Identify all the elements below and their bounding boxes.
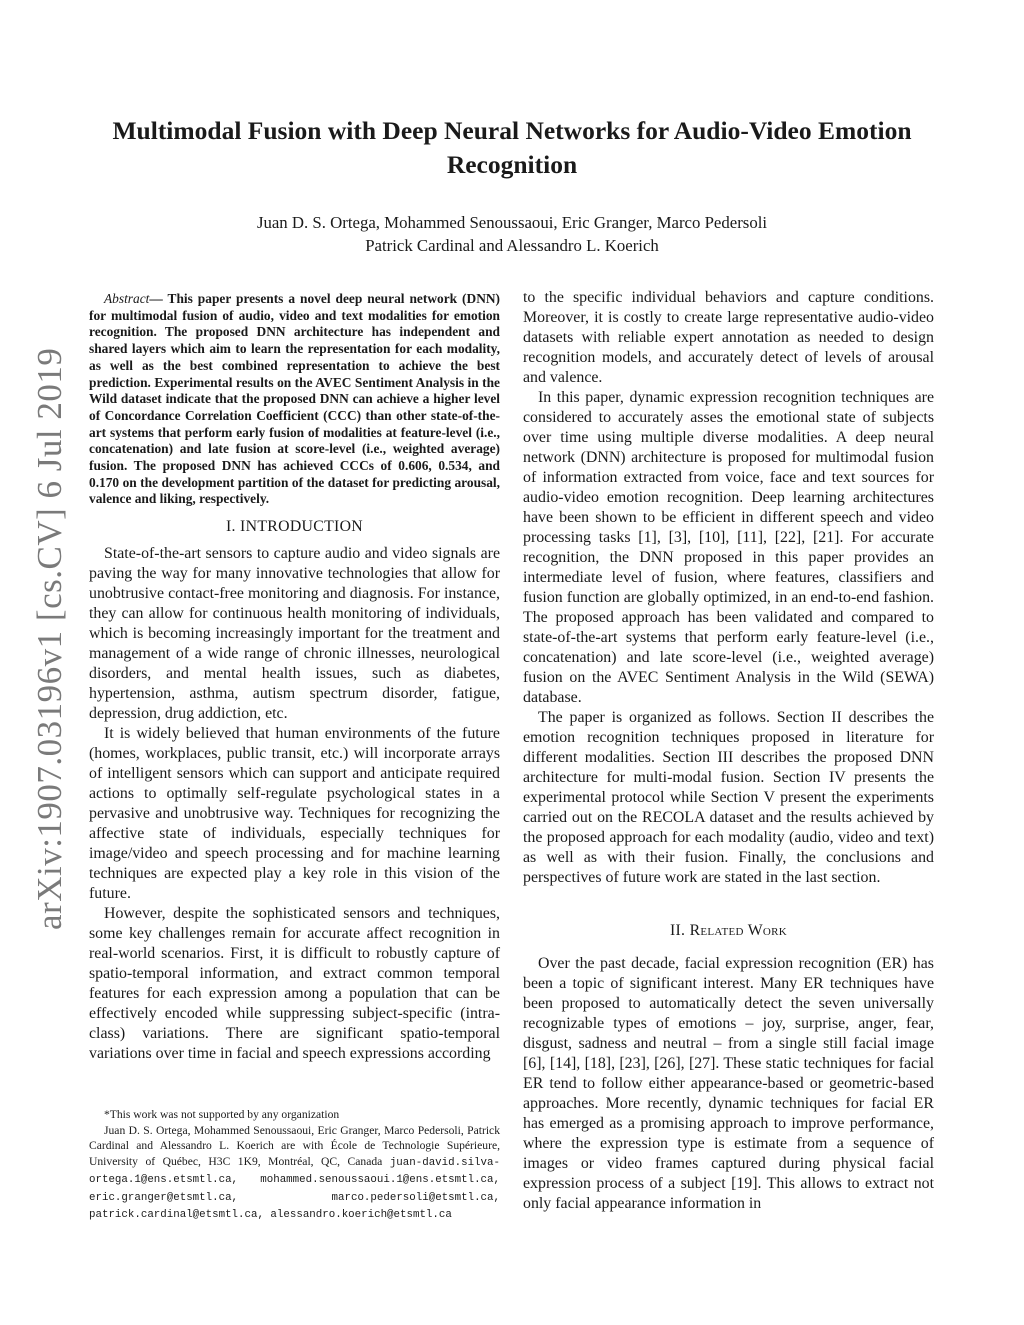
author-line-2: Patrick Cardinal and Alessandro L. Koerich	[365, 236, 659, 255]
section-title: Related Work	[689, 922, 788, 939]
footnotes	[89, 1107, 500, 1224]
left-column	[89, 291, 500, 1064]
affiliation-text: Juan D. S. Ortega, Mohammed Senoussaoui, Eric Granger, Marco Pedersoli, Patrick Cardinal and Alessandro L. Koerich are with École de Technologie Supérieure, University of Québec, H3C 1K9, Montréal, QC, Canada	[89, 1123, 500, 1168]
related-work-paragraph-1: Over the past decade, facial expression recognition (ER) has been a topic of significant interest. Many ER techniques have been proposed to automatically detect the seven universally recognizable types of emotions – joy, surprise, anger, fear, disgust, sadness and neutral – from a single still facial image [6], [14], [18], [23], [26], [27]. These static techniques for facial ER tend to follow either appearance-based or geometric-based approaches. More recently, dynamic techniques for facial ER has emerged as a promising approach to improve performance, where the expression type is estimate from a sequence of images or video frames captured during physical facial expression process of a subject [19]. This allows to extract not only facial appearance information in	[523, 955, 934, 1212]
intro-paragraph-1: State-of-the-art sensors to capture audio and video signals are paving the way for many innovative technologies that allow for unobtrusive contact-free monitoring and diagnosis. For instance, they can allow for continuous health monitoring of individuals, which is becoming increasingly important for the treatment and management of a wide range of chronic illnesses, neurological disorders, and mental health issues, such as diabetes, hypertension, asthma, autism spectrum disorder, fatigue, depression, drug addiction, etc.	[89, 545, 500, 723]
paper-title: Multimodal Fusion with Deep Neural Networks for Audio-Video Emotion Recognition	[112, 116, 912, 179]
author-emails: juan-david.silva-ortega.1@ens.etsmtl.ca, mohammed.senoussaoui.1@ens.etsmtl.ca, eric.granger@etsmtl.ca, marco.pedersoli@etsmtl.ca, patrick.cardinal@etsmtl.ca, alessandro.koerich@etsmtl.ca	[89, 1156, 500, 1221]
arxiv-identifier: arXiv:1907.03196v1 [cs.CV] 6 Jul 2019	[30, 347, 69, 930]
author-line-1: Juan D. S. Ortega, Mohammed Senoussaoui, Eric Granger, Marco Pedersoli	[256, 213, 768, 232]
footnote-affiliation	[89, 1123, 500, 1224]
intro-paragraph-3-continued: to the specific individual behaviors and capture conditions. Moreover, it is costly to create large representative audio-video datasets with reliable expert annotation as needed to design recognition models, and accurately detect of levels of arousal and valence.	[523, 289, 934, 386]
section-number: II.	[669, 922, 686, 939]
intro-paragraph-4: In this paper, dynamic expression recognition techniques are considered to accurately asses the emotional state of subjects over time using multiple diverse modalities. A deep neural network (DNN) architecture is proposed for multimodal fusion of information extracted from voice, face and text sources for audio-video emotion recognition. Deep learning architectures have been shown to be efficient in different speech and video processing tasks [1], [3], [10], [11], [22], [21]. For accurate recognition, the DNN proposed in this paper provides an intermediate level of fusion, where features, classifiers and fusion function are globally optimized, in an end-to-end fashion. The proposed approach has been validated and compared to state-of-the-art systems that perform early feature-level (i.e., concatenation) and late score-level (i.e., weighted average) fusion on the AVEC Sentiment Analysis in the Wild (SEWA) database.	[523, 389, 934, 706]
intro-paragraph-3: However, despite the sophisticated sensors and techniques, some key challenges remain for accurate affect recognition in real-world scenarios. First, it is difficult to robustly capture of spatio-temporal information, and extract common temporal features for each expression among a population that can be effectively encoded while suppressing subject-specific (intra-class) variations. There are significant spatio-temporal variations over time in facial and speech expressions according	[89, 905, 500, 1063]
abstract	[89, 291, 500, 508]
author-list	[100, 211, 924, 257]
abstract-label: Abstract	[104, 291, 150, 306]
abstract-text: — This paper presents a novel deep neural network (DNN) for multimodal fusion of audio, video and text modalities for emotion recognition. The proposed DNN architecture has independent and shared layers which aim to learn the representation for each modality, as well as the best combined representation to achieve the best prediction. Experimental results on the AVEC Sentiment Analysis in the Wild dataset indicate that the proposed DNN can achieve a higher level of Concordance Correlation Coefficient (CCC) than other state-of-the-art systems that perform early fusion of modalities at feature-level (i.e., concatenation) and late fusion at score-level (i.e., weighted average) fusion. The proposed DNN has achieved CCCs of 0.606, 0.534, and 0.170 on the development partition of the dataset for predicting arousal, valence and liking, respectively.	[89, 291, 500, 507]
section-heading-introduction: I. INTRODUCTION	[226, 518, 363, 536]
right-column	[523, 288, 934, 1214]
section-heading-related-work	[523, 922, 934, 940]
intro-paragraph-2: It is widely believed that human environments of the future (homes, workplaces, public transit, etc.) will incorporate arrays of intelligent sensors which can support and anticipate required actions to optimally self-regulate psychological states in a pervasive and unobtrusive way. Techniques for recognizing the affective state of individuals, especially techniques for image/video and speech processing and for machine learning techniques are expected play a key role in this vision of the future.	[89, 725, 500, 903]
footnote-funding: *This work was not supported by any organization	[104, 1108, 340, 1121]
intro-paragraph-5: The paper is organized as follows. Section II describes the emotion recognition techniques proposed in literature for different modalities. Section III describes the proposed DNN architecture for multi-modal fusion. Section IV presents the experimental protocol while Section V present the experiments carried out on the RECOLA dataset and the results achieved by the proposed approach for each modality (audio, video and text) as well as with their fusion. Finally, the conclusions and perspectives of future work are stated in the last section.	[523, 709, 934, 886]
